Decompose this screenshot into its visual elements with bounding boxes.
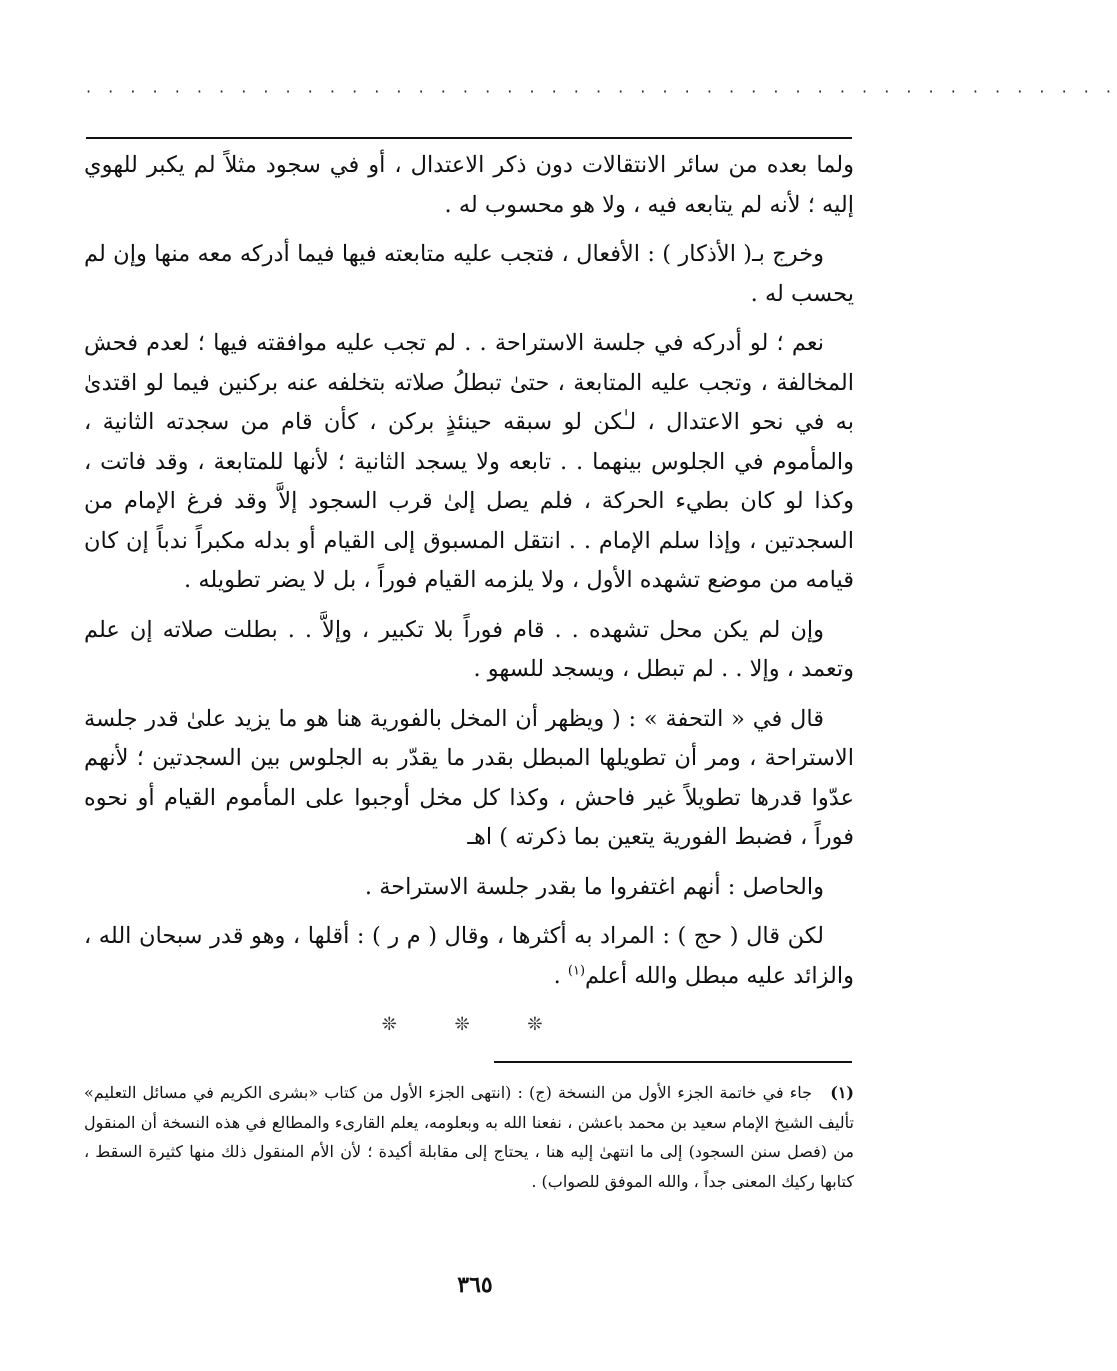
footnote-reference[interactable]: (١) [567,963,586,978]
paragraph-6: والحاصل : أنهم اغتفروا ما بقدر جلسة الاستراحة . [364,873,824,900]
paragraph-7 [84,917,854,996]
header-dotted-line: · · · · · · · · · · · · · · · · · · · · · · · · · · · · · · · · · · · · · · · · · · · · · · · [86,82,1117,101]
paragraph-7-end: . [553,962,568,989]
paragraph-4: وإن لم يكن محل تشهده . . قام فوراً بلا تكبير ، وإلاَّ . . بطلت صلاته إن علم وتعمد ، وإلا . . لم تبطل ، ويسجد للسهو . [84,616,854,682]
page-number: ٣٦٥ [457,1272,493,1298]
header-rule [86,137,852,139]
section-separator-asterisks: ❊ ❊ ❊ [381,1014,569,1035]
footnote [84,1078,854,1196]
paragraph-1: ولما بعده من سائر الانتقالات دون ذكر الاعتدال ، أو في سجود مثلاً لم يكبر للهوي إليه ؛ لأنه لم يتابعه فيه ، ولا هو محسوب له . [84,152,854,218]
footnote-number: (١) [830,1083,854,1102]
paragraph-5: قال في « التحفة » : ( ويظهر أن المخل بالفورية هنا هو ما يزيد علىٰ قدر جلسة الاستراحة ، ومر أن تطويلها المبطل بقدر ما يقدّر به الجلوس بين السجدتين ؛ لأنهم عدّوا قدرها تطويلاً غير فاحش ، وكذا كل مخل أوجبوا على المأموم القيام أو نحوه فوراً ، فضبط الفورية يتعين بما ذكرته ) اهـ [84,705,854,850]
paragraph-2: وخرج بـ( الأذكار ) : الأفعال ، فتجب عليه متابعته فيها فيما أدركه معه منها وإن لم يحسب له . [84,241,854,307]
footnote-rule [494,1061,852,1063]
paragraph-3: نعم ؛ لو أدركه في جلسة الاستراحة . . لم تجب عليه موافقته فيها ؛ لعدم فحش المخالفة ، وتجب عليه المتابعة ، حتىٰ تبطلُ صلاته بتخلفه عنه بركنين فيما لو اقتدىٰ به في نحو الاعتدال ، لـٰكن لو سبقه حينئذٍ بركن ، كأن قام من سجدته الثانية ، والمأموم في الجلوس بينهما . . تابعه ولا يسجد الثانية ؛ لأنها للمتابعة ، وقد فاتت ، وكذا لو كان بطيء الحركة ، فلم يصل إلىٰ قرب السجود إلاَّ وقد فرغ الإمام من السجدتين ، وإذا سلم الإمام . . انتقل المسبوق إلى القيام أو بدله مكبراً ندباً إن كان قيامه من موضع تشهده الأول ، ولا يلزمه القيام فوراً ، بل لا يضر تطويله . [84,330,854,593]
paragraph-7-text: لكن قال ( حج ) : المراد به أكثرها ، وقال ( م ر ) : أقلها ، وهو قدر سبحان الله ، والزائد عليه مبطل والله أعلم [84,923,854,989]
main-text [84,146,854,1006]
footnote-text: جاء في خاتمة الجزء الأول من النسخة (ج) : (انتهى الجزء الأول من كتاب «بشرى الكريم في مسائل التعليم» تأليف الشيخ الإمام سعيد بن محمد باعشن ، نفعنا الله به وبعلومه، يعلم القارىء والمطالع في هذه النسخة أن المنقول من (فصل سنن السجود) إلى ما انتهىٰ إليه هنا ، يحتاج إلى مقابلة أكيدة ؛ لأن الأم المنقول ذلك منها كثيرة السقط ، كتابها ركيك المعنى جداً ، والله الموفق للصواب) . [84,1083,855,1191]
